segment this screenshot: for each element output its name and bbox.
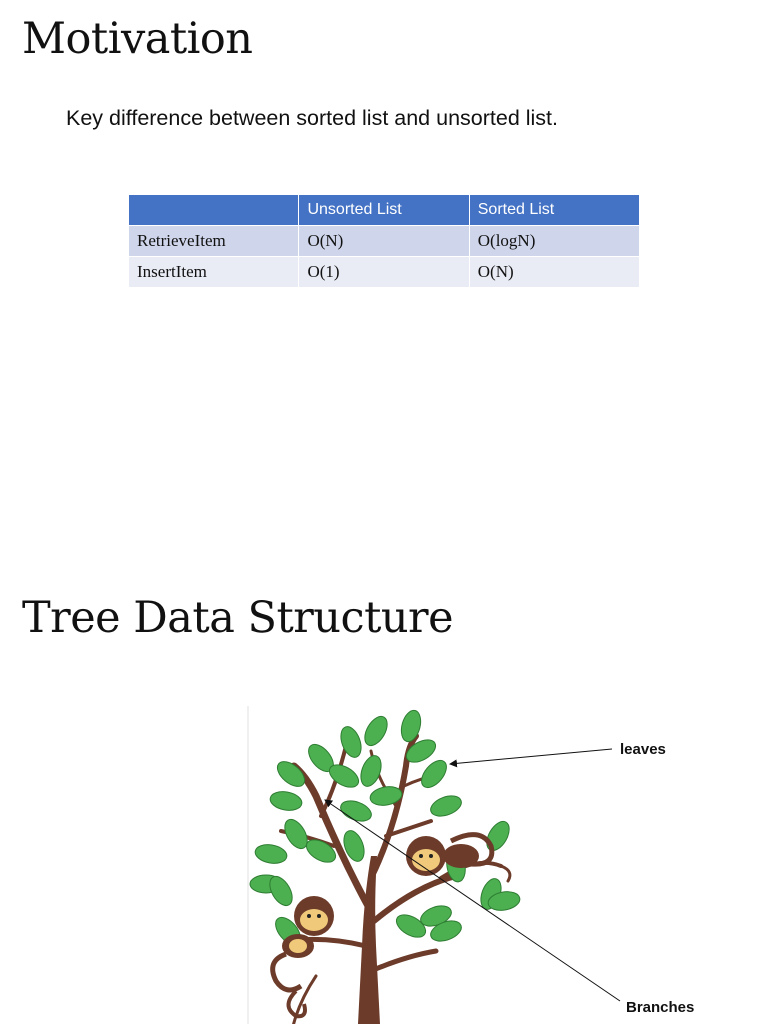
table-header-cell: Sorted List: [469, 195, 639, 226]
table-cell: O(N): [469, 257, 639, 288]
annotation-arrows: [0, 576, 768, 1024]
slide-motivation: [0, 0, 768, 512]
table-header-row: [129, 195, 640, 226]
table-row: [129, 257, 640, 288]
slide-tree-data-structure: [0, 576, 768, 1024]
slide-title: Tree Data Structure: [22, 593, 454, 643]
slide-title: Motivation: [22, 14, 253, 64]
table-row: [129, 226, 640, 257]
leaves-arrow: [450, 749, 612, 764]
comparison-table: [128, 194, 640, 288]
slide-subtitle: Key difference between sorted list and unsorted list.: [66, 106, 559, 130]
table-header-cell: [129, 195, 299, 226]
branches-arrow: [325, 800, 620, 1001]
leaves-label: leaves: [620, 741, 666, 758]
table-cell: InsertItem: [129, 257, 299, 288]
table-header-cell: Unsorted List: [299, 195, 469, 226]
table-cell: O(N): [299, 226, 469, 257]
table-cell: O(logN): [469, 226, 639, 257]
branches-label: Branches: [626, 999, 695, 1016]
table-cell: RetrieveItem: [129, 226, 299, 257]
table-cell: O(1): [299, 257, 469, 288]
